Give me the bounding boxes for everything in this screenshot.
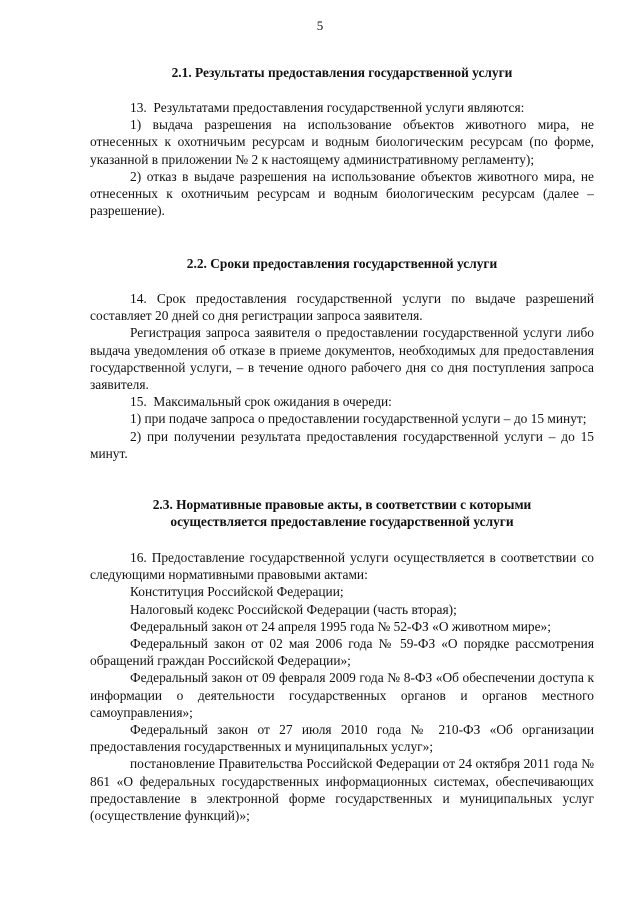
- section-heading-2-3: [90, 496, 594, 530]
- paragraph: 1) выдача разрешения на использование объектов животного мира, не отнесенных к охотничьим ресурсам и водным биологическим ресурсам (по форме, указанной в приложении № 2 к настоящему административному регламенту);: [90, 117, 594, 167]
- paragraph: 14. Срок предоставления государственной услуги по выдаче разрешений составляет 20 дней со дня регистрации запроса заявителя.: [90, 291, 594, 324]
- paragraph: Федеральный закон от 09 февраля 2009 года № 8-ФЗ «Об обеспечении доступа к информации о деятельности государственных органов и органов местного самоуправления»;: [90, 670, 594, 720]
- paragraph: Федеральный закон от 27 июля 2010 года № 210-ФЗ «Об организации предоставления государственных и муниципальных услуг»;: [90, 722, 594, 755]
- paragraph: 13. Результатами предоставления государственной услуги являются:: [130, 100, 525, 115]
- paragraph: Регистрация запроса заявителя о предоставлении государственной услуги либо выдача уведомления об отказе в приеме документов, необходимых для предоставления государственной услуги, – в течение одного рабочего дня со дня поступления запроса заявителя.: [90, 325, 594, 393]
- paragraph: 2) отказ в выдаче разрешения на использование объектов животного мира, не отнесенных к охотничьим ресурсам и водным биологическим ресурсам (далее – разрешение).: [90, 168, 594, 219]
- section-heading-line: 2.3. Нормативные правовые акты, в соответствии с которыми: [152, 497, 532, 512]
- paragraph: постановление Правительства Российской Федерации от 24 октября 2011 года № 861 «О федеральных государственных информационных системах, обеспечивающих предоставление в электронной форме государственных и муниципальных услуг (осуществление функций)»;: [90, 756, 594, 824]
- section-2-3-body: [90, 549, 594, 824]
- page-number: 5: [316, 18, 324, 33]
- paragraph: 16. Предоставление государственной услуги осуществляется в соответствии со следующими нормативными правовыми актами:: [90, 550, 594, 583]
- section-2-2-body: [90, 290, 594, 462]
- paragraph: 1) при подаче запроса о предоставлении государственной услуги – до 15 минут;: [130, 411, 587, 427]
- paragraph: Федеральный закон от 02 мая 2006 года № 59-ФЗ «О порядке рассмотрения обращений граждан Российской Федерации»;: [90, 636, 594, 669]
- paragraph: Федеральный закон от 24 апреля 1995 года № 52-ФЗ «О животном мире»;: [130, 618, 551, 634]
- section-heading-2-1: 2.1. Результаты предоставления государственной услуги: [171, 65, 513, 80]
- paragraph: 15. Максимальный срок ожидания в очереди:: [130, 394, 392, 410]
- paragraph: Конституция Российской Федерации;: [130, 584, 344, 600]
- section-heading-2-2: 2.2. Сроки предоставления государственной услуги: [186, 256, 498, 271]
- paragraph: Налоговый кодекс Российской Федерации (часть вторая);: [130, 601, 457, 617]
- paragraph: 2) при получении результата предоставления государственной услуги – до 15 минут.: [90, 428, 594, 461]
- section-2-1-body: [90, 99, 594, 219]
- section-heading-line: осуществляется предоставление государственной услуги: [170, 514, 514, 529]
